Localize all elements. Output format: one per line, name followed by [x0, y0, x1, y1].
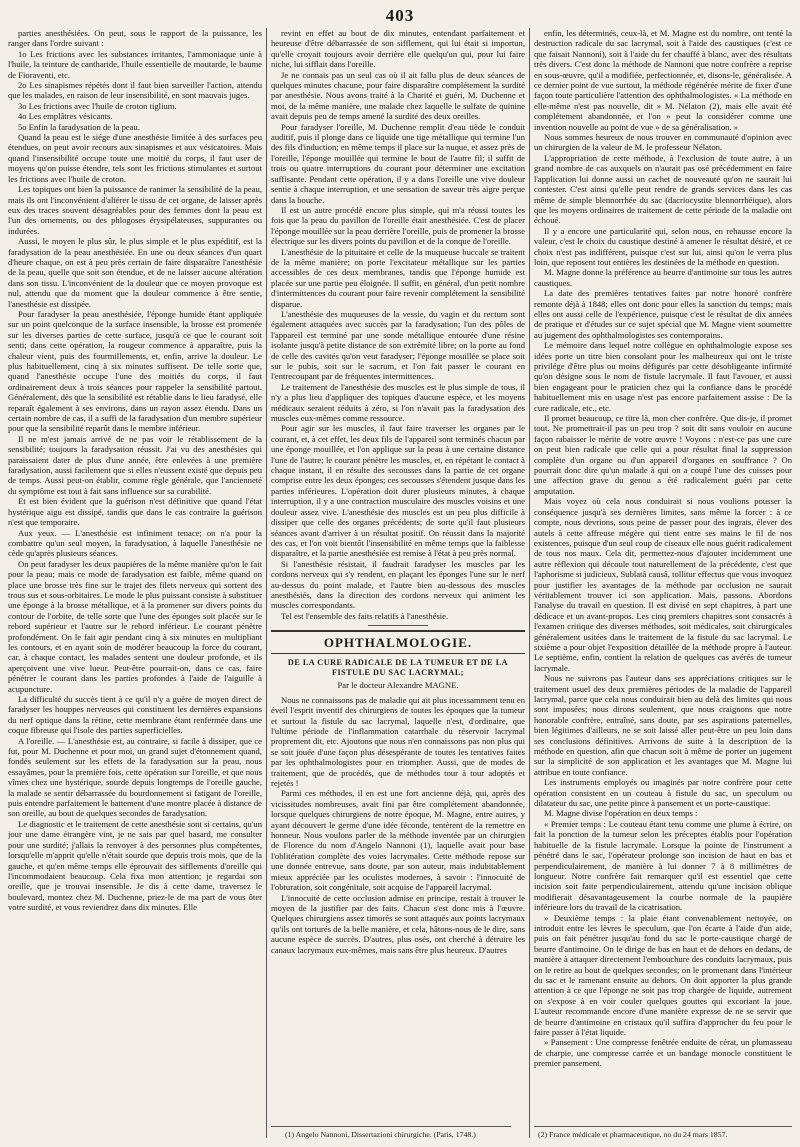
section-rule: [271, 630, 525, 632]
paragraph: Nous ne connaissons pas de maladie qui ait plus incessamment tenu en éveil l'esprit inventif des chirurgiens de toutes les époques que la tumeur et surtout la fistule du sac lacrymal, laquelle n'est, d'ordinaire, que l'ultime période de l'inflammation catarrhale du réservoir lacrymal proprement dit, etc. Ajoutons que nous n'en connaissons pas non plus qui se soit jouée d'une façon plus désespérante de toutes les tentatives faites par les ophthalmologistes pour en triompher. Aussi, que de modes de traitement, que de procédés, que de méthodes tour à tour adoptés et rejetés !: [271, 694, 525, 789]
section-title: OPHTHALMOLOGIE.: [323, 635, 473, 651]
paragraph: Les instruments employés ou imaginés par notre confrère pour cette opération consistent en un couteau à fistule du sac, un speculum ou dilatateur du sac, une petite pince à pansement et un porte-caustique.: [534, 777, 792, 809]
column-1-text: [8, 28, 262, 913]
paragraph: 5o Enfin la faradysation de la peau.: [18, 121, 140, 132]
paragraph: » Deuxième temps : la plaie étant convenablement nettoyée, on introduit entre les lèvres le speculum, que l'on écarte à l'aide d'un aide, puis on fait pénétrer jusqu'au fond du sac le porte-caustique chargé de beurre d'antimoine. On le dirige de bas en haut et de dehors en dedans, de manière à attaquer directement l'embouchure des conduits lacrymaux, puis on le retire au bout de quelques secondes; on le promenant dans l'intérieur du sac et le ramenant ensuite au dehors. On doit apporter la plus grande attention à ce que l'éponge ne soit pas trop chargée de liquide, autrement on s'expose à en voir couler quelques gouttes qui excoriant la joue. L'auteur recommande encore d'une manière expresse de ne se servir que de beurre d'antimoine en cristaux qu'il suffira d'approcher du feu pour le faire passer à l'état liquide.: [534, 912, 792, 1037]
paragraph: Aux yeux. — L'anesthésie est infiniment tenace; on n'a pour la combattre qu'un seul moyen, la faradysation, à laquelle l'anesthésie ne cède qu'après plusieurs séances.: [8, 527, 262, 559]
paragraph: Pour faradyser l'oreille, M. Duchenne remplit d'eau tiède le conduit auditif, puis il plonge dans ce liquide une tige métallique qui termine l'un des fils d'induction; en même temps il place sur la nuque, et assez près de l'oreille, l'éponge mouillée qui termine le bout de l'autre fil; il suffit de trois ou quatre interruptions du courant pour déterminer une excitation suffisante. Pendant cette opération, il y a dans l'oreille une vive douleur sentie à chaque interruption, et une sensation de saveur très aigre perçue dans la bouche.: [271, 121, 525, 205]
paragraph: La difficulté du succès tient à ce qu'il n'y a guère de moyen direct de faradyser les houppes nerveuses qui constituent les dernières expansions du nerf optique dans la rétine, cette membrane étant renfermée dans une coque fibreuse qui l'isole des parties superficielles.: [8, 694, 262, 736]
article-title: DE LA CURE RADICALE DE LA TUMEUR ET DE LA FISTULE DU SAC LACRYMAL;: [287, 657, 509, 677]
paragraph: Quand la peau est le siége d'une anesthésie limitée à des surfaces peu étendues, on peut avoir recours aux sinapismes et aux vésicatoires. Mais quand l'insensibilité occupe toute une moitié du corps, il faut user de moyens qu'on puisse étendre, tels sont les frictions stimulantes et surtout les frictions avec l'huile de croton.: [8, 132, 262, 184]
paragraph: Aussi, le moyen le plus sûr, le plus simple et le plus expéditif, est la faradysation de la peau anesthésiée. En une ou deux séances d'un quart d'heure chaque, on est à peu près certain de faire disparaître l'anesthésie de la peau, quelle que soit son étendue, et de ne laisser aucune altération dans son tissu. L'inconvénient de la douleur que ce moyen provoque est nul, attendu que du moment que la douleur commence à être sentie, l'anesthésie est dissipée.: [8, 236, 262, 309]
paragraph: Si l'anesthésie résistait, il faudrait faradyser les muscles par les cordons nerveux qui s'y rendent, en plaçant les éponges l'une sur le nerf au-dessus du point malade, et l'autre bien au-dessous des muscles anesthésiés, dans la direction des cordons nerveux qui animent les muscles correspondants.: [271, 558, 525, 611]
paragraph: L'anesthésie de la pituitaire et celle de la muqueuse buccale se traitent de la même manière; on porte l'excitateur métallique sur les parties accessibles de ces deux membranes, tandis que l'éponge humide est placée sur une partie peu éloignée. Il suffit, en général, d'un petit nombre d'intermittences du courant pour faire revenir complétement la sensibilité disparue.: [271, 246, 525, 309]
paragraph: 4o Les emplâtres vésicants.: [18, 111, 113, 122]
paragraph: Le traitement de l'anesthésie des muscles est le plus simple de tous, il n'y a plus lieu d'appliquer des topiques d'aucune espèce, et les moyens médicaux seraient réduits à zéro, si l'on n'avait pas la faradysation des muscles eux-mêmes comme ressource.: [271, 381, 525, 424]
footnote: (1) Angelo Nannoni, Dissertazioni chirurgiche. (Paris, 1748.): [285, 1130, 476, 1139]
paragraph: Le diagnostic et le traitement de cette anesthésie sont si certains, qu'un jour une dame étrangère vint, je ne sais par quel hasard, me consulter pour une surdité; j'allais la renvoyer à des personnes plus compétentes, lorsqu'elle m'apprit qu'elle n'était sourde que depuis trois mois, que de la gauche, et qu'en même temps elle éprouvait des sifflements d'oreille qui l'incommodaient beaucoup. Cela fixa mon attention; je regardai son oreille, que je trouvai insensible. Je dis à cette dame, traversez le boulevard, montez chez M. Duchenne, priez-le de ma part de vous ôter votre surdité, et vous reviendrez dans dix minutes. Elle: [8, 818, 262, 913]
paragraph: Le mémoire dans lequel notre collègue en ophthalmologie expose ses idées porte un titre bien consolant pour les malheureux qui ont le triste privilége d'être plus ou moins défigurés par cette désobligeante infirmité qu'on désigne sous le nom de fistule lacrymale. Il faut l'avouer, et aussi bien engageant pour le praticien chez qui la confiance dans le procédé habituellement mis en usage n'est pas encore parfaitement assise : De la cure radicale, etc., etc.: [534, 340, 792, 413]
paragraph: » Pansement : Une compresse fenêtrée enduite de cérat, un plumasseau de charpie, une compresse carrée et un bandage monocle constituent le premier pansement.: [534, 1037, 792, 1069]
paragraph: Je ne connais pas un seul cas où il ait fallu plus de deux séances de quelques minutes chacune, pour faire disparaître complétement la surdité par anesthésie. Nous avons traité à la Charité et guéri, M. Duchenne et moi, de la même manière, une malade chez laquelle le sulfate de quinine avait depuis peu de temps amené la surdité des deux oreilles.: [271, 69, 525, 122]
paragraph: Les topiques ont bien la puissance de ranimer la sensibilité de la peau, mais ils ont l'inconvénient d'altérer le tissu de cet organe, de laisser après eux des traces souvent désagréables pour des femmes dont la peau est l'un des ornements, ou des phlogoses érysipélateuses, suppurantes ou indurées.: [8, 184, 262, 236]
paragraph: Parmi ces méthodes, il en est une fort ancienne déjà, qui, après des vicissitudes nombreuses, avait fini par être complétement abandonnée, lorsque quelques chirurgiens de notre époque, M. Magne, entre autres, y ayant découvert le germe d'une idée féconde, tentèrent de la remettre en honneur. Nous voulons parler de la méthode inventée par un chirurgien de Florence du nom d'Angelo Nannoni (1), laquelle avait pour base l'oblitération complète des voies lacrymales. Cette méthode repose sur une donnée entrevue, sans doute, par son auteur, mais indubitablement mieux appréciée par les oculistes modernes, à savoir : l'innocuité de l'obturation, soit congénitale, soit acquise de l'appareil lacrymal.: [271, 788, 525, 893]
column-2-text: [271, 28, 525, 621]
paragraph: Nous sommes heureux de nous trouver en communauté d'opinion avec un chirurgien de la valeur de M. le professeur Nélaton.: [534, 132, 792, 153]
paragraph: 1o Les frictions avec les substances irritantes, l'ammoniaque unie à l'huile, la teinture de cantharide, l'huile essentielle de moutarde, le baume de Fioraventi, etc.: [8, 48, 262, 80]
paragraph: On peut faradyser les deux paupières de la même manière qu'on le fait pour la peau; mais ce mode de faradysation est faible, même quand on place une brosse très fine sur le trajet des filets nerveux qui sortent des trous sus et sous-orbitaires. Le mode le plus puissant consiste à substituer une éponge à la brosse métallique, et à la promener sur divers points du contour de l'orbite, de telle sorte que l'une des éponges soit placée sur le rebord supérieur et l'autre sur le rebord inférieur. Le courant pénètre profondément. On le fait agir pendant cinq à six minutes en multipliant les contours, et en ayant soin de modérer beaucoup la force du courant, car, à chaque contact, les malades sentent une douleur profonde, et ils aperçoivent une vive lueur. Peut-être pourrait-on, dans ce cas, faire pénétrer le courant dans les parties profondes à l'aide de l'aiguille à acupuncture.: [8, 558, 262, 694]
paragraph: Tel est l'ensemble des faits relatifs à l'anesthésie.: [281, 610, 449, 621]
article-text: [271, 695, 525, 955]
page-number: 403: [385, 6, 415, 25]
paragraph: Il est un autre procédé encore plus simple, qui m'a réussi toutes les fois que la peau du pavillon de l'oreille était anesthésiée. C'est de placer l'éponge mouillée sur la peau derrière l'oreille, puis de promener la brosse électrique sur les divers points du pavillon et de la conque de l'oreille.: [271, 204, 525, 247]
paragraph: 3o Les frictions avec l'huile de croton tiglium.: [18, 100, 177, 111]
paragraph: M. Magne donne la préférence au beurre d'antimoine sur tous les autres caustiques.: [534, 267, 792, 288]
paragraph: revint en effet au bout de dix minutes, entendant parfaitement et heureuse d'être débarrassée de son sifflement, qui lui était si importun, qu'elle croyait toujours avoir derrière elle quelqu'un qui, pour lui faire niche, lui sifflait dans l'oreille.: [271, 28, 525, 70]
section-rule: [271, 653, 525, 654]
paragraph: Il promet beaucoup, ce titre là, mon cher confrère. Que dis-je, il promet tout. Ne promettrait-il pas un peu trop ? soit dit sans vouloir en aucune façon rabaisser le mérite de votre œuvre ! Voyons : n'est-ce pas une cure on peut bien radicale que celle qui a pour résultat final la suppression complète d'un organe ou d'un appareil d'organes en souffrance ? On pourrait donc dire qu'un malade à qui on a coupé l'une des cuisses pour une affection grave du genou a été radicalement guéri par cette amputation.: [534, 413, 792, 496]
paragraph: Il y a encore une particularité qui, selon nous, en rehausse encore la valeur, c'est le choix du caustique destiné à amener le résultat désiré, et ce choix n'est pas indifférent, puisque c'est sur lui, ainsi qu'on le verra plus loin, que reposent tout entières les destinées de la méthode en question.: [534, 225, 792, 267]
column-3-text: [534, 28, 792, 1069]
paragraph: M. Magne divise l'opération en deux temps :: [544, 808, 698, 819]
paragraph: Pour faradyser la peau anesthésiée, l'éponge humide étant appliquée sur un point quelconque de la surface insensible, la brosse est promenée sur les diverses parties de cette surface, jusqu'à ce que le courant soit senti; dans cette opération, la rougeur commence à apparaître, puis la chaleur vient, puis des fourmillements, et, enfin, arrive la douleur. Le plus habituellement, cinq à six minutes suffisent. De telle sorte que, quand l'anesthésie occupe l'une des moitiés du corps, il faut ordinairement deux à trois séances pour rappeler la sensibilité partout. Généralement, dès que la sensibilité est rétablie dans le lieu faradysé, elle reparaît également à ses environs, dans un rayon assez étendu. Dans un certain nombre de cas, il a suffi de la faradysation d'un membre supérieur pour que la sensibilité reparût dans le membre inférieur.: [8, 308, 262, 434]
column-3: [534, 28, 792, 1128]
article-byline: Par le docteur Alexandre MAGNE.: [337, 680, 459, 691]
column-2: [271, 28, 525, 1128]
paragraph: Pour agir sur les muscles, il faut faire traverser les organes par le courant, et, à cet effet, les deux fils de l'appareil sont terminés chacun par une éponge mouillée, et l'on applique sur la peau à une certaine distance l'une de l'autre; le courant pénètre les muscles, et, en répétant le contact à chaque instant, il en résulte des secousses dans la partie de cet organe comprise entre les deux éponges; ces secousses s'étendent jusque dans les parties inférieures. L'opération doit durer plusieurs minutes, à chaque interruption, il y a une contraction musculaire des muscles voisins et une douleur assez vive. L'anesthésie des muscles est un peu plus difficile à dissiper que celle des organes précédents; de sorte qu'il faut plusieurs séances avant d'arriver à un résultat positif. On réussit dans la majorité des cas, et l'on voit bientôt l'insensibilité en même temps que la faiblesse disparaître, et la partie anesthésiée est remise à l'état à peu près normal.: [271, 423, 525, 559]
paragraph: L'innocuité de cette occlusion admise en principe, restait à trouver le moyen de la justifier par des faits. Chacun s'est donc mis à l'œuvre. Quelques chirurgiens assez timorés se sont attaqués aux points lacrymaux qu'ils ont torturés de la belle manière, et cela, hâtons-nous de le dire, sans aucune espèce de succès. D'autres, plus osés, ont cherché à détruire les canaux lacrymaux eux-mêmes, mais sans être plus heureux. D'autres: [271, 892, 525, 955]
paragraph: A l'oreille. — L'anesthésie est, au contraire, si facile à dissiper, que ce fut, pour M. Duchenne et pour moi, un grand sujet d'étonnement quand, fondés seulement sur les effets de la faradysation sur la peau, nous essayâmes, pour la première fois, cette opération sur l'oreille, et que nous vîmes chez une hystérique, sourde depuis longtemps de l'oreille gauche, la malade se sentir débarrassée du bourdonnement si fatigant de l'oreille, puis entendre parfaitement le battement d'une montre placée à distance de son oreille, au bout de quelques secondes de faradysation.: [8, 735, 262, 819]
column-divider: [529, 28, 530, 1138]
paragraph: enfin, les déterminés, ceux-là, et M. Magne est du nombre, ont tenté la destruction radicale du sac lacrymal, soit à l'aide des caustiques (c'est ce que faisait Nannoni), soit à l'aide du fer chauffé à blanc, avec des résultats très divers. C'est donc la méthode de Nannoni que notre confrère a reprise en sous-œuvre, qu'il a modifiée, perfectionnée, et, disons-le, généralisée. A ce dernier point de vue surtout, la méthode régénérée mérite de fixer d'une façon toute particulière l'attention des ophthalmologistes. « La méthode en elle-même n'est pas nouvelle, dit » M. Nélaton (2), mais elle avait été complétement abandonnée, et l'on » peut la considérer comme une invention nouvelle au point de vue » de sa généralisation. »: [534, 28, 792, 132]
footnote: (2) France médicale et pharmaceutique, no du 24 mars 1857.: [538, 1130, 728, 1139]
separator: [368, 625, 428, 626]
footnote-rule: [271, 1126, 511, 1127]
paragraph: parties anesthésiées. On peut, sous le rapport de la puissance, les ranger dans l'ordre suivant :: [8, 28, 262, 49]
paragraph: L'anesthésie des muqueuses de la vessie, du vagin et du rectum sont également attaquées avec succès par la faradysation; l'un des pôles de l'appareil est terminé par une sonde métallique entourée d'une résine isolante jusqu'à petite distance de son extrémité libre; on la porte au fond de celle des cavités qu'on veut faradyser; l'éponge mouillée se place soit sur le pubis, soit sur le sacrum, et l'on fait passer le courant en l'entrecoupant par de fréquentes intermittences.: [271, 308, 525, 382]
column-divider: [266, 28, 267, 1138]
paragraph: Mais voyez où cela nous conduirait si nous voulions pousser la conséquence jusqu'à ses dernières limites, sans même la forcer : à ce compte, nous devrions, sous peine de passer pour des ingrats, élever des autels à cette affreuse mégère qui tient entre ses mains le fil de nos existences, puisque d'un seul coup de ciseaux elle nous guérit radicalement de tous nos maux. Cela dit, permettez-nous d'ajouter incidemment une autre réflexion qui découle tout naturellement de la précédente, c'est que l'aphorisme si judicieux, Sublatâ causâ, tollitur effectus que vous invoquez pour justifier les avantages de la méthode par occlusion ne saurait véritablement trouver ici son application. Mais, passons. Abordons l'analyse du travail en question. Il est divisé en sept chapitres, à part une dédicace et un avant-propos. Les cinq premiers chapitres sont consacrés à l'examen critique des diverses méthodes, soit médicales, soit chirurgicales généralement usitées dans le traitement de la fistule du sac lacrymal. Le sixième a pour objet l'exposition détaillée de la méthode propre à l'auteur. Le septième, enfin, contient la relation de quelques cas avérés de tumeur lacrymale.: [534, 496, 792, 673]
paragraph: L'appropriation de cette méthode, à l'exclusion de toute autre, à un grand nombre de cas auxquels on n'aurait pas osé précédemment en faire l'application lui donne aussi un cachet de nouveauté qu'on ne saurait lui contester. C'est ainsi qu'elle peut rendre de grands services dans les cas même de simple blennorrhée du sac (dacriocystite blennorrhéique), alors que les moyens ordinaires de traitement de cette période de la maladie ont échoué.: [534, 152, 792, 226]
footnote-rule: [534, 1126, 792, 1127]
paragraph: « Premier temps : Le couteau étant tenu comme une plume à écrire, on fait la ponction de la tumeur selon les préceptes établis pour l'opération habituelle de la fistule lacrymale. Lorsque la pointe de l'instrument a pénétré dans le sac, l'opérateur prolonge son incision de haut en bas et perpendiculairement, de manière à lui donner 7 à 8 millimètres de longueur. Notre confrère fait remarquer qu'il est essentiel que cette incision soit faite perpendiculairement, attendu qu'une incision oblique modifierait désavantageusement la courbe normale de la paupière inférieure lors du travail de la cicatrisation.: [534, 818, 792, 913]
paragraph: Il ne m'est jamais arrivé de ne pas voir le rétablissement de la sensibilité; toujours la faradysation réussit. J'ai vu des anesthésies qui paraissaient dater de plus d'une année, être enlevées à une première faradysation, aussi facilement que si elles n'eussent existé que depuis peu de temps. Aussi peut-on établir, comme règle générale, que l'ancienneté du symptôme est tout à fait sans influence sur sa curabilité.: [8, 433, 262, 496]
column-1: [8, 28, 262, 1128]
paragraph: 2o Les sinapismes répétés dont il faut bien surveiller l'action, attendu que les malades, en raison de leur insensibilité, en sont mauvais juges.: [8, 80, 262, 101]
paragraph: Nous ne suivrons pas l'auteur dans ses appréciations critiques sur le traitement usuel des deux premières périodes de la maladie de l'appareil lacrymal, parce que cela nous conduirait bien au delà des limites qui nous sont imposées; nous dirons seulement, que nous craignons que notre honorable confrère, entraîné, sans doute, par ses aspirations paternelles, bien légitimes d'ailleurs, ne se soit laissé aller peut-être un peu loin dans ses conclusions définitives. Arrivons de suite à la description de la méthode en question, afin que chacun soit à même de porter un jugement sur la simplicité de son application et les avantages que M. Magne lui attribue en toute confiance.: [534, 673, 792, 777]
paragraph: La date des premières tentatives faites par notre honoré confrère remonte déjà à 1848; elles ont donc pour elles la sanction du temps; mais elles ont aussi celle de l'expérience, puisque c'est le résultat de dix années de pratique et d'études sur ce sujet spécial que M. Magne vient soumettre au jugement des ophthalmologistes ses contemporains.: [534, 288, 792, 340]
paragraph: Et est bien évident que la guérison n'est définitive que quand l'état hystérique aigu est dissipé, tandis que dans le cas contraire la guérison n'est que temporaire.: [8, 496, 262, 528]
